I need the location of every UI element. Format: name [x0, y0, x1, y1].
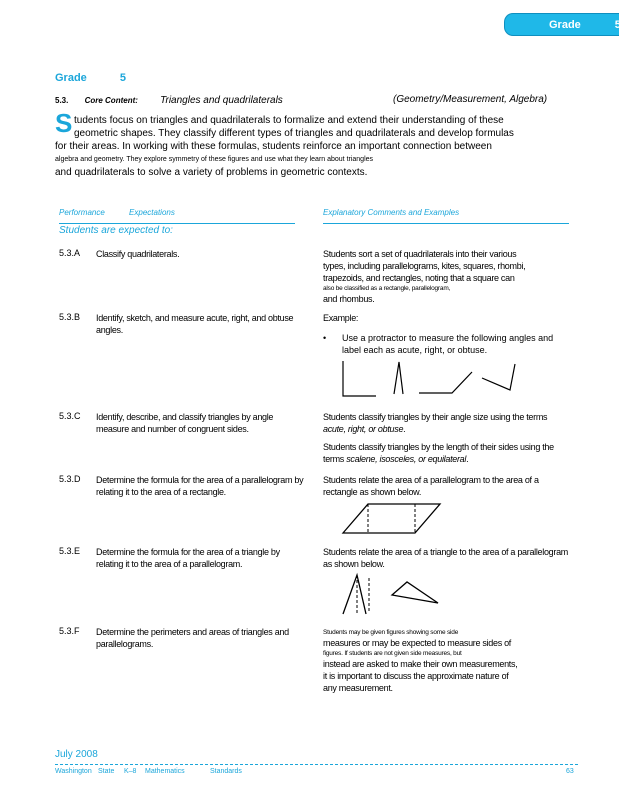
row-number: 5.3.A — [59, 248, 81, 258]
expl-line: measures or may be expected to measure sides of — [323, 638, 512, 648]
performance-label: Performance — [59, 208, 105, 217]
expl-text: Students classify triangles by the length of their sides using the terms — [323, 442, 554, 464]
parallelogram-figure — [340, 500, 445, 536]
column-header-performance — [59, 208, 175, 217]
expl-text: Students classify triangles by their angle size using the terms — [323, 412, 548, 422]
header-rule-left — [59, 223, 295, 224]
angles-figure — [336, 356, 526, 400]
row-number: 5.3.C — [59, 411, 81, 421]
triangle-shape — [343, 575, 366, 614]
row-number: 5.3.F — [59, 626, 80, 636]
right-angle-figure — [343, 361, 376, 396]
expl-period: . — [403, 424, 406, 434]
grade-heading-number: 5 — [119, 72, 126, 84]
footer-grades: K–8 — [124, 768, 137, 775]
row-explanation — [323, 441, 568, 465]
row-explanation: Example: — [323, 313, 359, 323]
expl-terms: scalene, isosceles, or equilateral — [346, 454, 467, 464]
expl-line-small: Students may be given figures showing some side — [323, 629, 459, 636]
tab-grade-number: 5 — [614, 18, 621, 31]
grade-heading-label: Grade — [55, 72, 87, 84]
triangle-shape-2 — [392, 582, 438, 603]
intro-line: geometric shapes. They classify different types of triangles and quadrilaterals and develop formulas — [74, 128, 514, 139]
intro-paragraph — [55, 108, 570, 179]
column-header-explanatory: Explanatory Comments and Examples — [323, 208, 460, 217]
obtuse-angle-figure — [482, 364, 515, 390]
grade-heading — [55, 72, 126, 84]
footer-subject: Mathematics — [145, 768, 185, 775]
row-number: 5.3.E — [59, 546, 81, 556]
tab-grade-label: Grade — [549, 18, 581, 31]
drop-cap: S — [55, 108, 73, 138]
intro-line: and quadrilaterals to solve a variety of problems in geometric contexts. — [55, 167, 368, 178]
row-number: 5.3.B — [59, 312, 81, 322]
expl-line: types, including parallelograms, kites, squares, rhombi, — [323, 261, 526, 271]
page-number: 63 — [566, 768, 574, 775]
grade-tab — [504, 13, 619, 36]
expl-line: and rhombus. — [323, 294, 375, 304]
row-description: Determine the formula for the area of a triangle by relating it to the area of a parallelogram. — [96, 547, 280, 569]
intro-line: for their areas. In working with these formulas, students reinforce an important connection between — [55, 141, 492, 152]
expl-line-small: figures. If students are not given side measures, but — [323, 650, 462, 657]
expl-line-small: also be classified as a rectangle, parallelogram, — [323, 285, 451, 292]
bullet-dot: • — [323, 333, 327, 343]
expl-terms: acute, right, or obtuse — [323, 424, 404, 434]
intro-line: tudents focus on triangles and quadrilaterals to formalize and extend their understanding of these — [74, 115, 504, 126]
row-explanation: Students relate the area of a parallelogram to the area of a rectangle as shown below. — [323, 475, 539, 497]
expl-period: . — [466, 454, 469, 464]
parallelogram-shape — [343, 504, 440, 533]
expl-line: trapezoids, and rectangles, noting that a square can — [323, 273, 515, 283]
intro-line-small: algebra and geometry. They explore symmetry of these figures and use what they learn about triangles — [55, 156, 374, 163]
content-strands: (Geometry/Measurement, Algebra) — [393, 94, 548, 105]
expl-line: Students sort a set of quadrilaterals into their various — [323, 249, 517, 259]
expl-line: it is important to discuss the approximate nature of — [323, 671, 509, 681]
content-label: Core Content: — [84, 96, 138, 105]
expected-intro: Students are expected to: — [59, 225, 173, 236]
expl-line: instead are asked to make their own measurements, — [323, 659, 518, 669]
row-description: Determine the formula for the area of a parallelogram by relating it to the area of a rectangle. — [96, 475, 304, 497]
core-content-line — [55, 95, 565, 106]
footer-standards: Standards — [210, 768, 242, 775]
triangle-figure — [340, 570, 465, 616]
bullet-text: Use a protractor to measure the following angles and label each as acute, right, or obtuse. — [342, 333, 554, 355]
row-explanation — [323, 628, 568, 694]
row-explanation — [323, 411, 568, 435]
acute-angle-figure — [394, 362, 403, 394]
row-description: Classify quadrilaterals. — [96, 249, 180, 259]
footer-word-state: State — [98, 768, 115, 775]
row-description: Identify, sketch, and measure acute, right, and obtuse angles. — [96, 313, 294, 335]
row-number: 5.3.D — [59, 474, 81, 484]
content-number: 5.3. — [55, 96, 69, 105]
row-description: Determine the perimeters and areas of triangles and parallelograms. — [96, 627, 289, 649]
expl-line: any measurement. — [323, 683, 393, 693]
header-rule-right — [323, 223, 569, 224]
footer-date: July 2008 — [55, 749, 98, 760]
footer-rule — [55, 764, 578, 765]
acute-angle-figure-2 — [419, 372, 472, 393]
content-title: Triangles and quadrilaterals — [160, 95, 283, 106]
row-explanation — [323, 248, 568, 305]
footer-state: Washington — [55, 768, 92, 775]
row-description: Identify, describe, and classify triangles by angle measure and number of congruent sides. — [96, 412, 274, 434]
expectations-label: Expectations — [129, 208, 175, 217]
row-explanation: Students relate the area of a triangle to the area of a parallelogram as shown below. — [323, 547, 568, 569]
